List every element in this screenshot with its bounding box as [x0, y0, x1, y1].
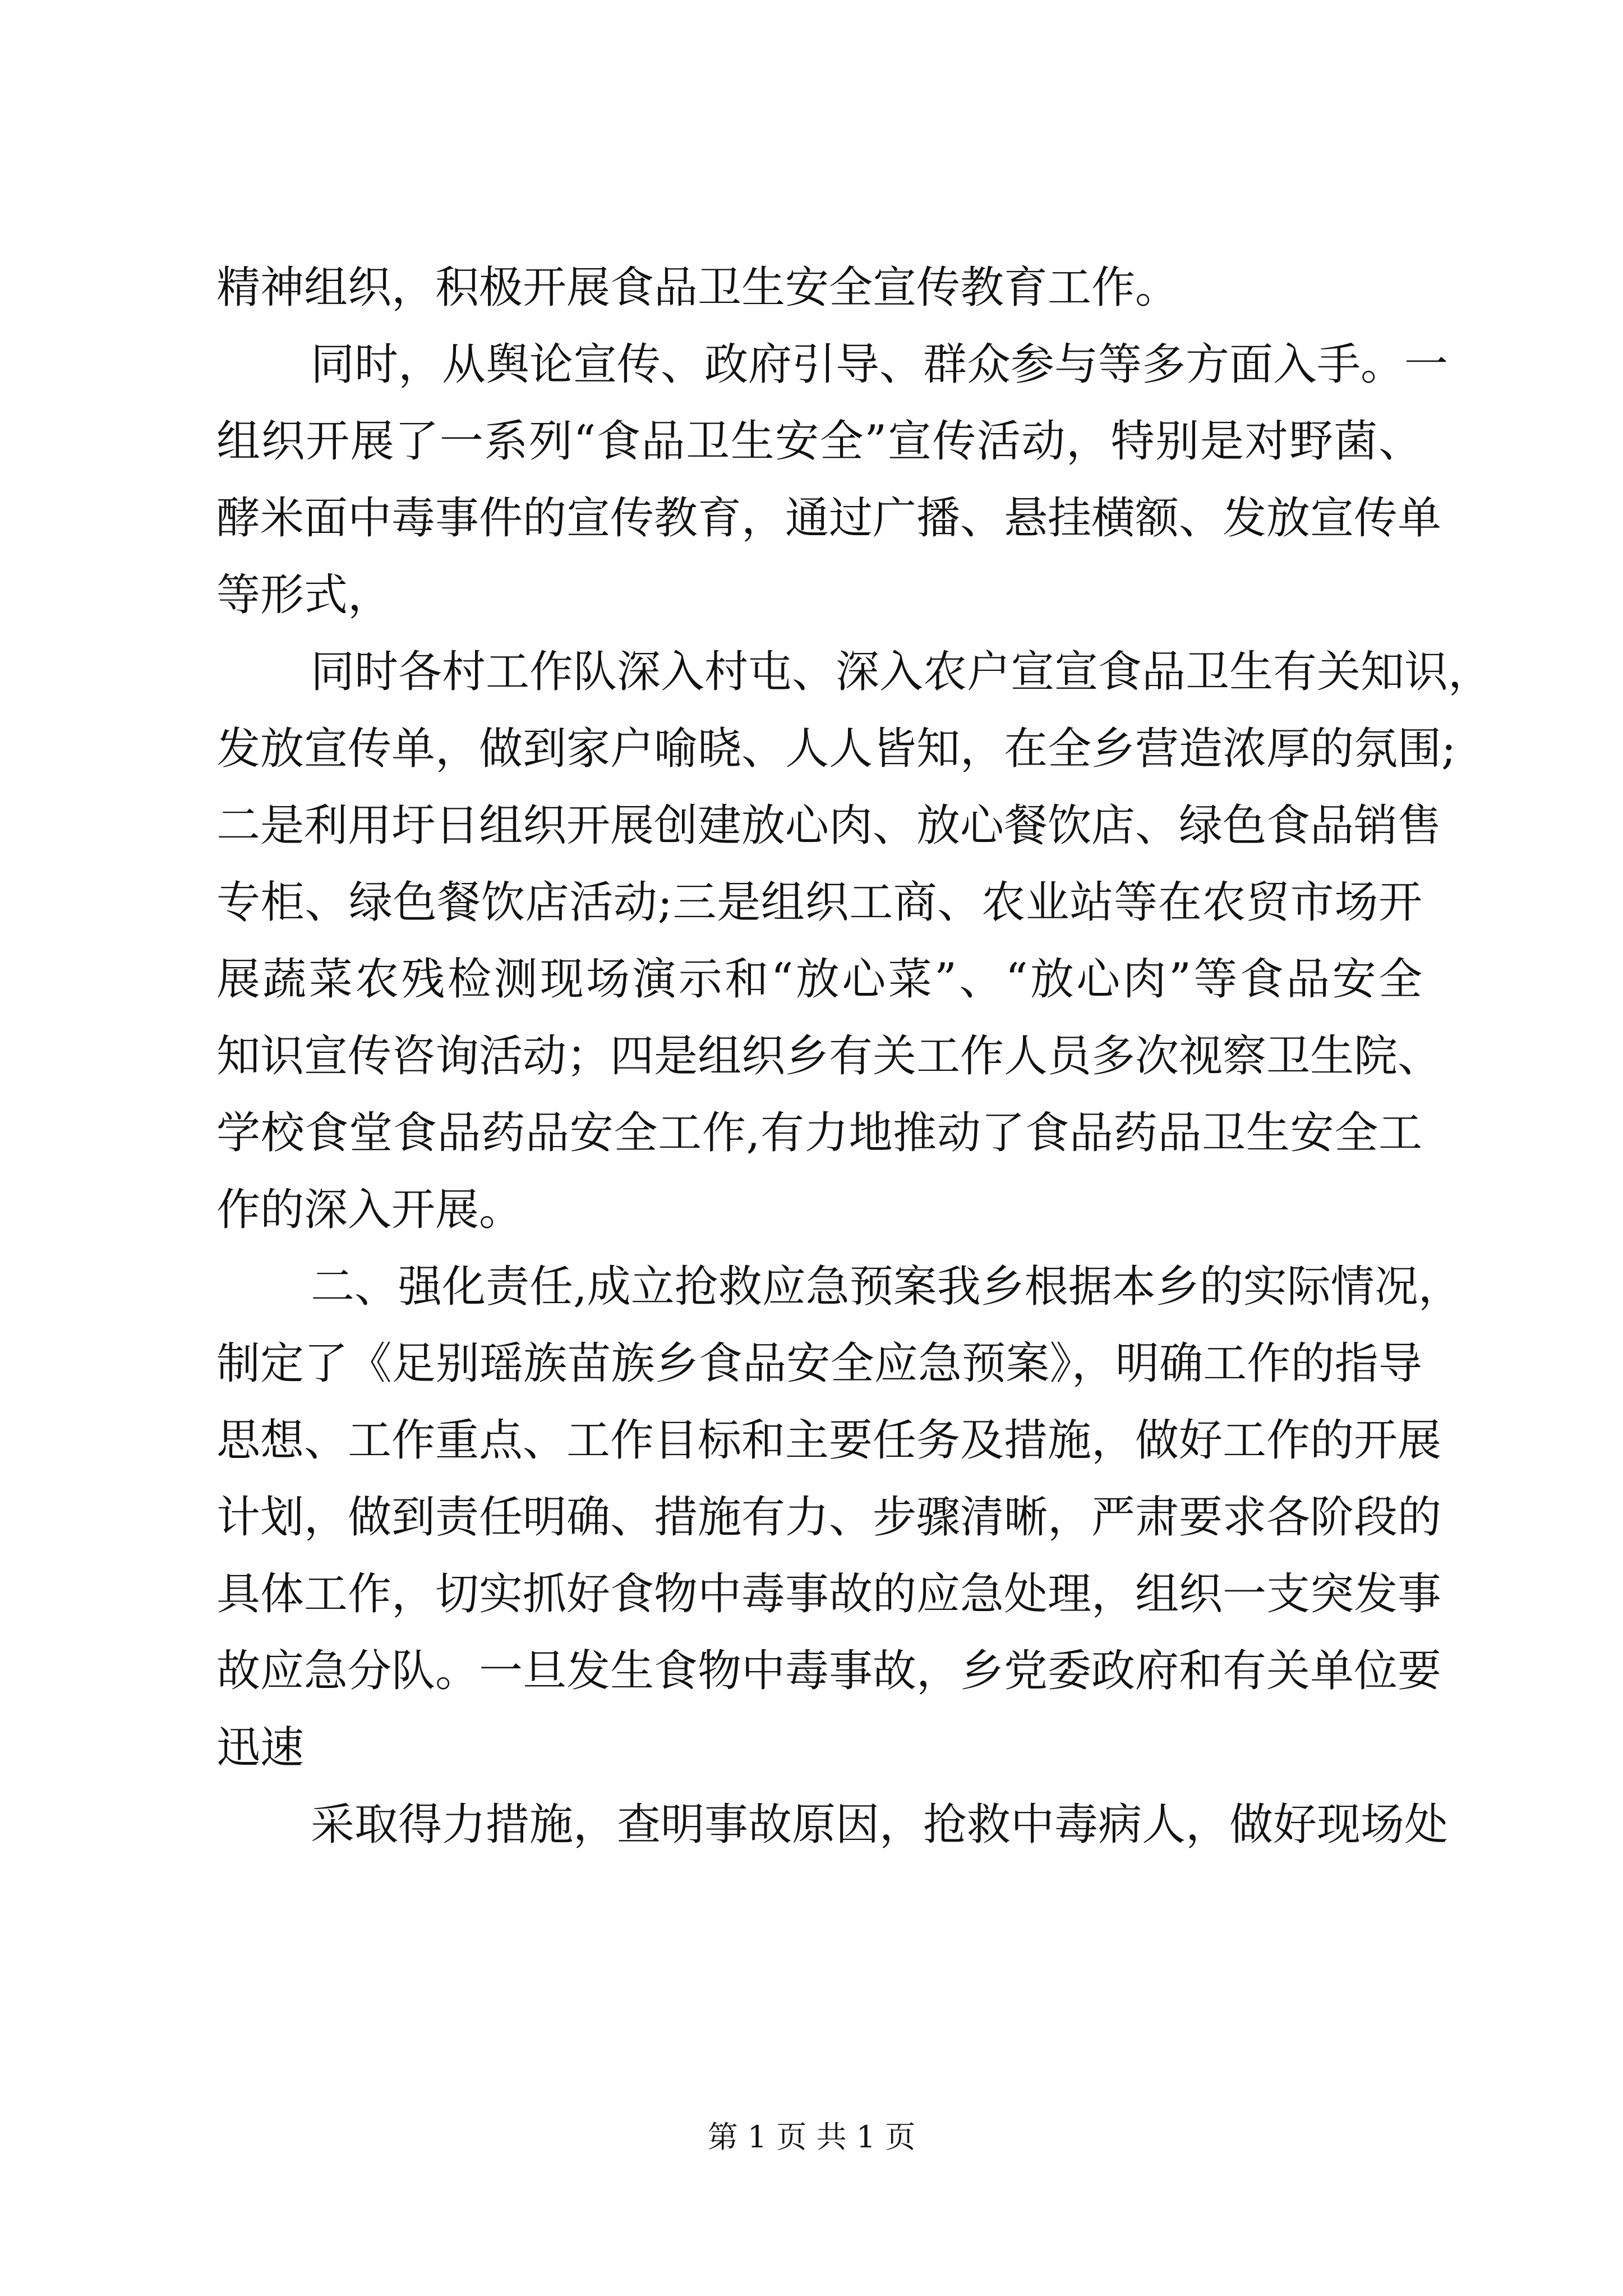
text-line: 具体工作，切实抓好食物中毒事故的应急处理，组织一支突发事: [216, 1569, 1442, 1619]
text-line: 同时各村工作队深入村屯、深入农户宣宣食品卫生有关知识，: [311, 647, 1492, 697]
text-line: 发放宣传单，做到家户喻晓、人人皆知，在全乡营造浓厚的氛围;: [216, 724, 1456, 774]
text-line: 故应急分队。一旦发生食物中毒事故，乡党委政府和有关单位要: [216, 1646, 1442, 1696]
text-line: 同时，从舆论宣传、政府引导、群众参与等多方面入手。一: [311, 339, 1449, 390]
text-line: 精神组织，积极开展食品卫生安全宣传教育工作。: [216, 263, 1179, 313]
text-line: 展蔬菜农残检测现场演示和“放心菜”、“放心肉”等食品安全: [216, 954, 1422, 1005]
text-line: 酵米面中毒事件的宣传教育，通过广播、悬挂横额、发放宣传单: [216, 493, 1442, 544]
text-line: 二、强化责任,成立抢救应急预案我乡根据本乡的实际情况，: [311, 1262, 1462, 1312]
text-line: 作的深入开展。: [216, 1185, 523, 1235]
text-line: 学校食堂食品药品安全工作,有力地推动了食品药品卫生安全工: [216, 1108, 1422, 1158]
text-line: 等形式，: [216, 570, 392, 620]
text-line: 组织开展了一系列“食品卫生安全”宣传活动，特别是对野菌、: [216, 416, 1422, 467]
text-line: 二是利用圩日组织开展创建放心肉、放心餐饮店、绿色食品销售: [216, 800, 1442, 851]
text-line: 迅速: [216, 1723, 305, 1773]
text-line: 采取得力措施，查明事故原因，抢救中毒病人，做好现场处: [311, 1800, 1449, 1850]
text-line: 计划，做到责任明确、措施有力、步骤清晰，严肃要求各阶段的: [216, 1492, 1442, 1543]
text-line: 专柜、绿色餐饮店活动;三是组织工商、农业站等在农贸市场开: [216, 877, 1422, 928]
text-line: 制定了《足别瑶族苗族乡食品安全应急预案》，明确工作的指导: [216, 1338, 1422, 1389]
text-line: 思想、工作重点、工作目标和主要任务及措施，做好工作的开展: [216, 1415, 1442, 1466]
document-body: [216, 250, 1492, 1864]
page-footer: 第 1 页 共 1 页: [707, 2119, 916, 2155]
text-line: 知识宣传咨询活动；四是组织乡有关工作人员多次视察卫生院、: [216, 1031, 1442, 1082]
